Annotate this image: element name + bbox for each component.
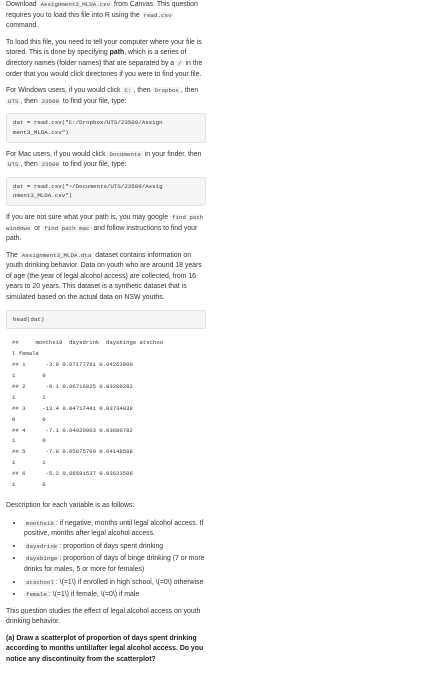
path-term: path (109, 49, 125, 57)
dataset-paragraph: The Assignment3_MLDA.dta dataset contains information on youth drinking behavior. Data on youth who are around 18 years of age (the year of legal alcohol access) are collected, from 16 years to 20 years. This dataset is a synthetic dataset that is simulated based on the actual data on NSW youths. (6, 251, 202, 302)
mac-code-block[interactable]: dat = read.csv("~/Documents/UTS/23509/Assig nment3_MLDA.csv") (6, 177, 206, 206)
find-path-paragraph: If you are not sure what your path is, you may google find path windows or find path mac and follow instructions to find your path. (6, 213, 204, 243)
content-column (6, 0, 206, 666)
list-item: • female : \(=1\) if female, \(=0\) if male (24, 589, 206, 601)
variable-list (6, 518, 206, 601)
study-paragraph: This question studies the effect of legal alcohol access on youth drinking behavior. (6, 607, 201, 626)
intro-paragraph: Download Assignment3_MLDA.csv from Canvas. This question requires you to load this file into R using the read.csv command. (6, 1, 198, 30)
list-item: • daysbinge : proportion of days of binge drinking (7 or more drinks for males, 5 or more for females) (24, 553, 206, 575)
mac-paragraph: For Mac users, if you would click Documents in your finder, then UTS , then 23509 to find your file, type: (6, 150, 202, 169)
path-paragraph: To load this file, you need to tell your computer where your file is stored. This is done by specifying path, which is a series of directory names (folder names) that are separated by a / in the order that you would click directories if you were to find your file. (6, 38, 203, 78)
list-item: • daysdrink : proportion of days spent drinking (24, 541, 206, 553)
list-item: • months18 : if negative, months until legal alcohol access. If positive, months after legal alcohol access. (24, 518, 206, 540)
slash-code: / (178, 59, 182, 67)
head-output-block: ## months18 daysdrink daysbinge atschoo l female ## 1 -3.9 0.07177761 0.04263000 1 0 ## 2 -9.1 0.06716825 0.03200282 1 1 ## 3 -13.4 0.04717441 0.03734838 0 0 ## 4 -7.1 0.04920903 0.03680782 1 0 ## 5 -7.8 0.05875700 0.04148598 1 1 ## 6 -5.2 0.06591537 0.03633506 1 0 (12, 339, 164, 489)
function-code: read.csv (143, 11, 172, 19)
head-code-block[interactable]: head(dat) (6, 310, 206, 330)
variables-intro: Description for each variable is as follows: (6, 501, 135, 509)
windows-code-block[interactable]: dat = read.csv("C:/Dropbox/UTS/23509/Assign ment3_MLDA.csv") (6, 113, 206, 142)
question-a: (a) Draw a scatterplot of proportion of days spent drinking according to months until/after legal alcohol access. Do you notice any discontinuity from the scatterplot? (6, 634, 204, 664)
list-item: • atschool : \(=1\) if enrolled in high school, \(=0\) otherwise (24, 577, 206, 589)
filename-code: Assignment3_MLDA.csv (40, 1, 111, 8)
windows-paragraph: For Windows users, if you would click C: , then Dropbox , then UTS , then 23509 to find your file, type: (6, 87, 199, 105)
